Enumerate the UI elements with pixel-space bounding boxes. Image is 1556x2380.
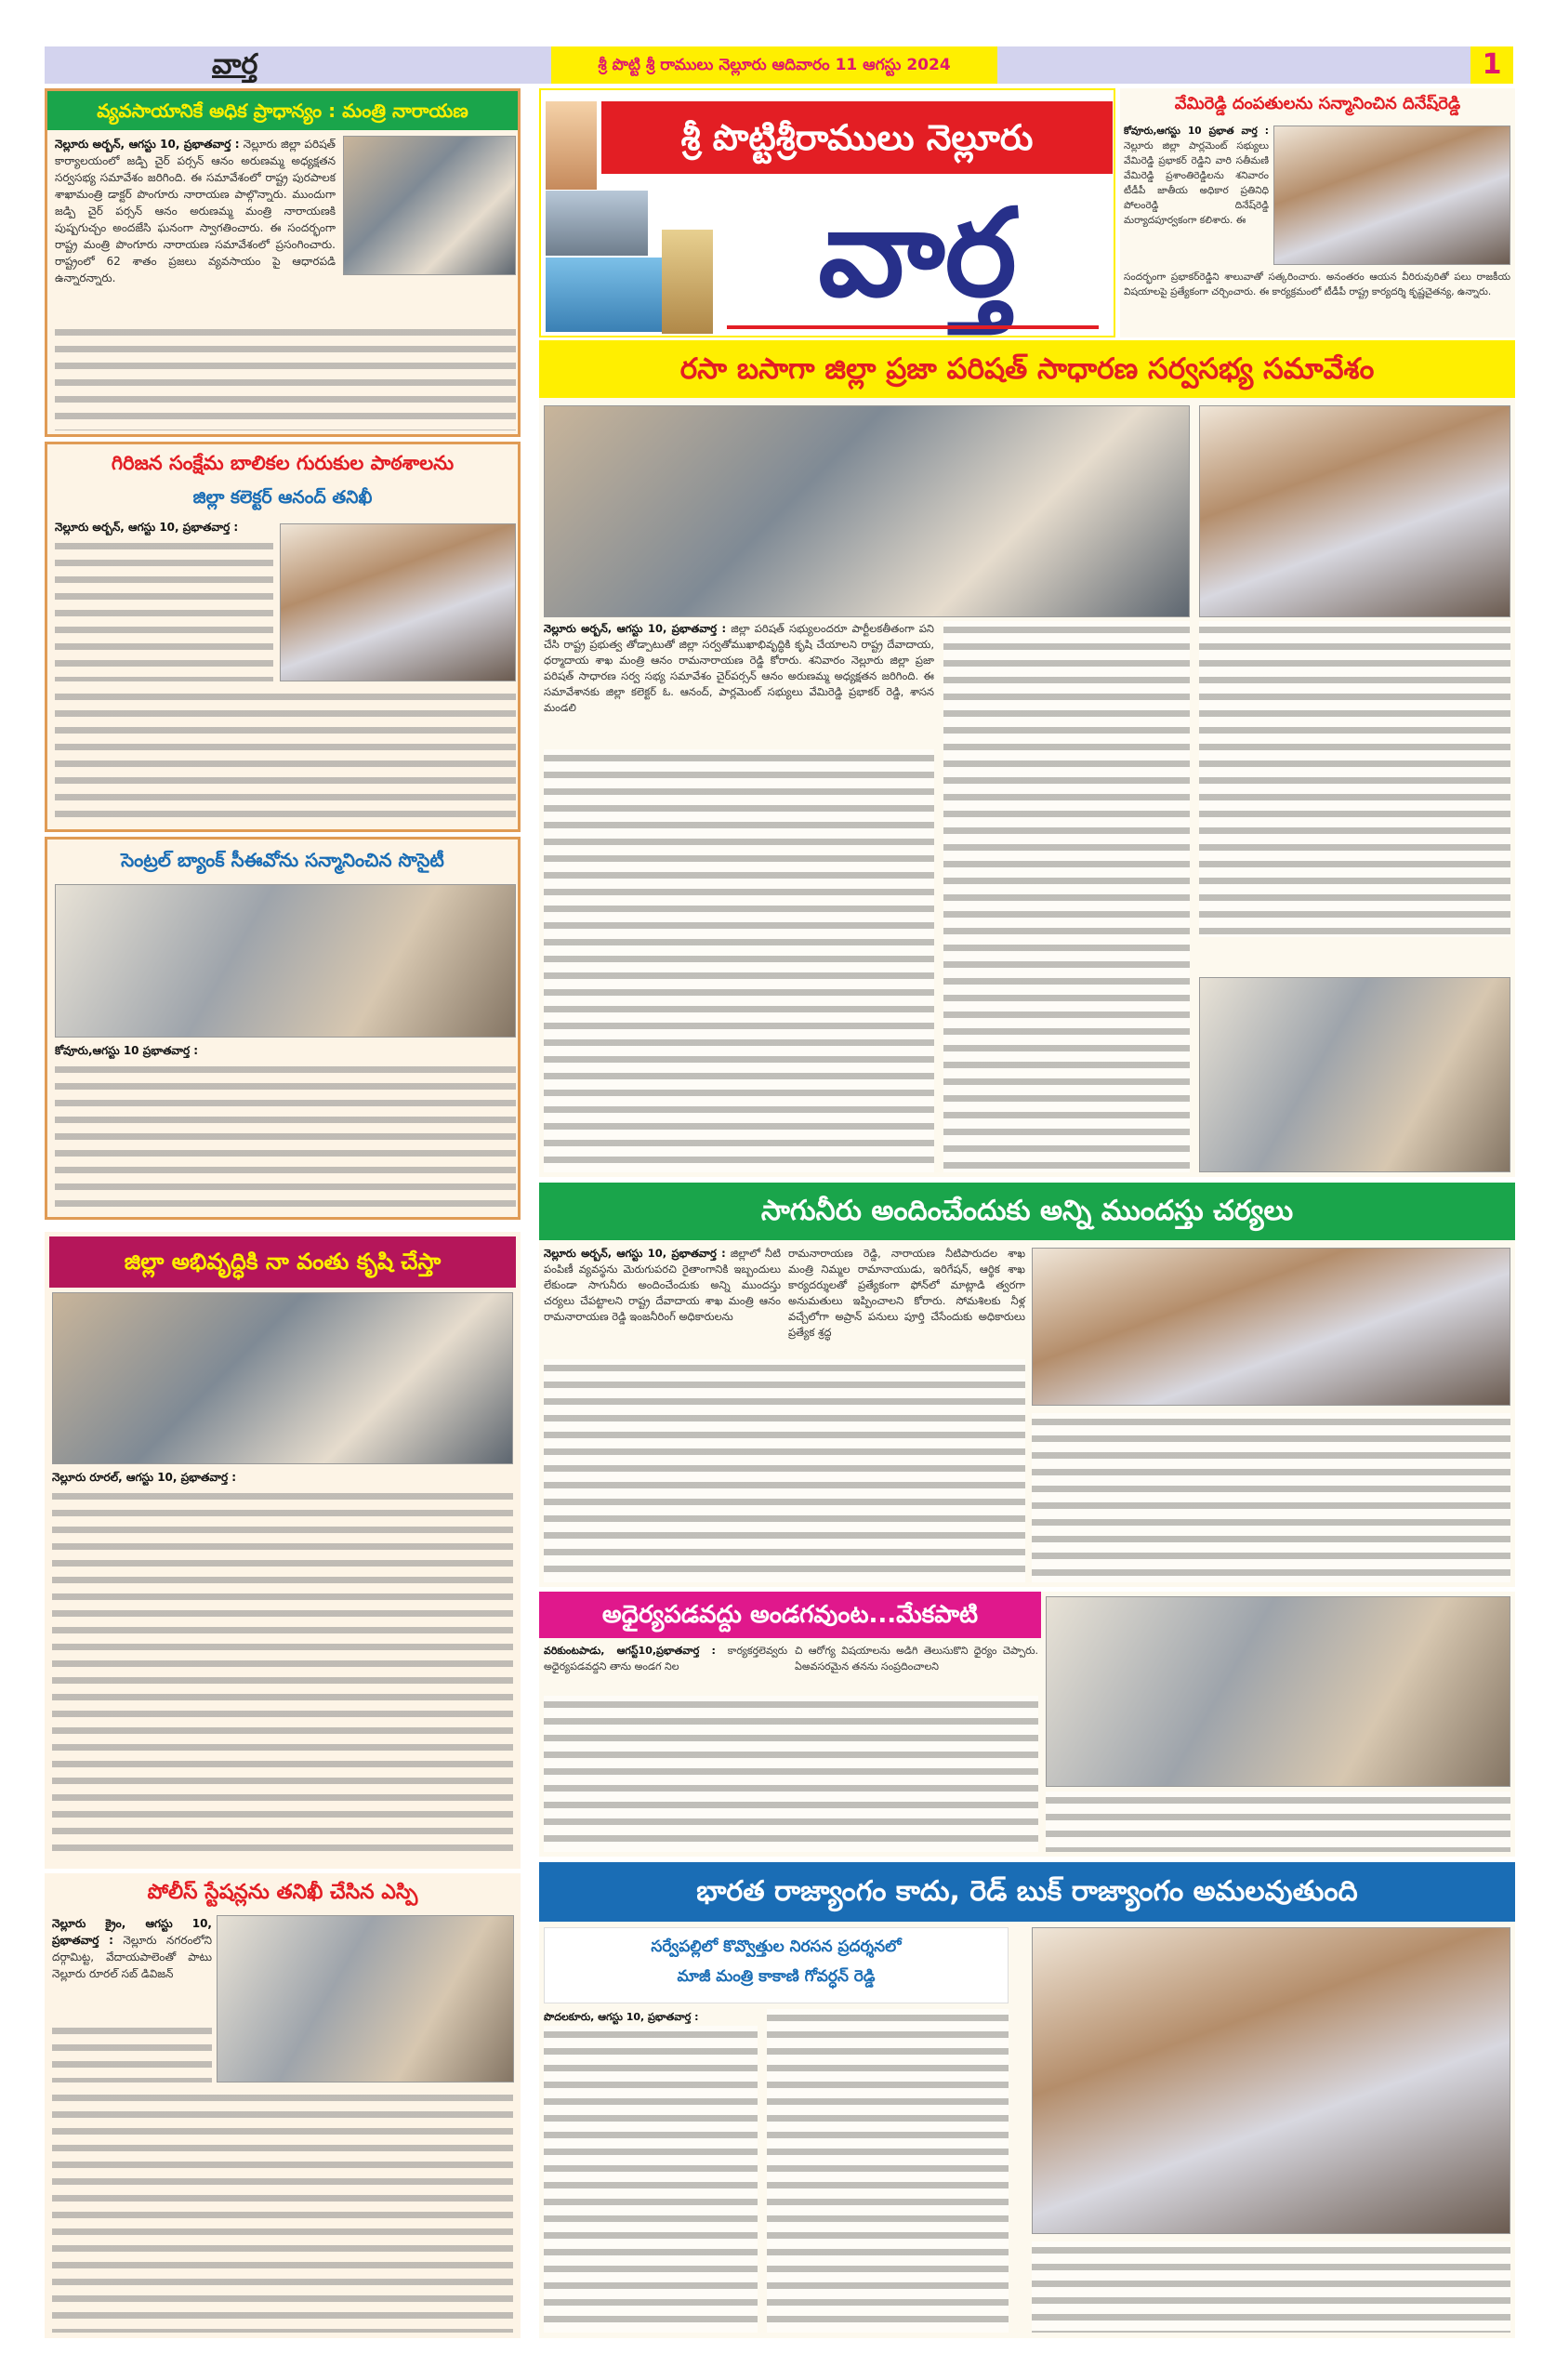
subheadline: జిల్లా కలెక్టర్ ఆనంద్ తనిఖీ [192, 487, 373, 508]
text-block [544, 749, 934, 1172]
article-body-2: రామనారాయణ రెడ్డి, నారాయణ నీటిపారుదల శాఖ మంత్రి నిమ్మల రామానాయుడు, ఇరిగేషన్, ఆర్థిక శాఖ కార్యదర్శులతో ప్రత్యేకంగా ఫోన్‌లో మాట్లాడి త్వరగా అనుమతులు ఇప్పించాలని కోరారు. సోమశిలకు నీళ్ల వచ్చేలోగా అప్రాన్ పనులు పూర్తి చేసేందుకు అధికారులు ప్రత్యేక శ్రద్ధ [788, 1247, 1025, 1339]
article-zilla [45, 1232, 521, 1869]
masthead-banner: శ్రీ పొట్టిశ్రీరాములు నెల్లూరు [601, 101, 1113, 174]
text-block [1199, 621, 1510, 937]
top-bar [45, 46, 1513, 84]
text-block [767, 2009, 1009, 2333]
portrait-photo [546, 101, 597, 190]
headline: సెంట్రల్ బ్యాంక్ సీఈవోను సన్మానించిన సొసైటీ [121, 849, 444, 871]
article-irrigation [539, 1183, 1515, 1587]
text-block [544, 1359, 1025, 1582]
photo-police [217, 1915, 514, 2082]
text-block [52, 2022, 212, 2082]
port-photo [546, 258, 662, 332]
photo-zp-stage [544, 405, 1190, 617]
dateline: నెల్లూరు అర్బన్, ఆగస్టు 10, ప్రభాతవార్త : [55, 138, 240, 151]
temple-photo [662, 230, 713, 334]
logo-small: వార్త [212, 48, 258, 81]
text-block [55, 688, 516, 827]
headline: వేమిరెడ్డి దంపతులను సన్మానించిన దినేష్‌రెడ్డి [1174, 94, 1461, 113]
dateline: నెల్లూరు అర్బన్, ఆగస్టు 10, ప్రభాతవార్త : [55, 521, 239, 534]
dateline: నెల్లూరు అర్బన్, ఆగస్టు 10, ప్రభాతవార్త : [544, 1247, 726, 1260]
article-mekapati [539, 1592, 1515, 1857]
headline: జిల్లా అభివృద్ధికి నా వంతు కృషి చేస్తా [49, 1236, 516, 1288]
article-body-2: చి ఆరోగ్య విషయాలను అడిగి తెలుసుకొని ధైర్యం చెప్పారు. ఏఅవసరమైన తనను సంప్రదించాలని [795, 1645, 1038, 1673]
headline: పోలీస్ స్టేషన్లను తనిఖీ చేసిన ఎస్పి [147, 1881, 418, 1904]
photo-minister [343, 136, 516, 275]
text-block [544, 2026, 758, 2333]
subhead-box [544, 1927, 1009, 2003]
article-girijana [45, 442, 521, 832]
photo-candle-protest [1032, 1927, 1510, 2234]
article-body: నెల్లూరు నగరంలోని దర్గామిట్ట, వేదాయపాలెంతో పాటు నెల్లూరు రూరల్ సబ్ డివిజన్ [52, 1934, 212, 1980]
photo-council [1199, 977, 1510, 1172]
photo-mekapati [1046, 1596, 1510, 1787]
article-police [45, 1873, 521, 2338]
masthead-logo: వార్త [818, 182, 1017, 324]
article-body-2: సందర్భంగా ప్రభాకర్‌రెడ్డిని శాలువాతో సత్కరించారు. అనంతరం ఆయన వీరిరువురితో పలు రాజకీయ విషయాలపై ప్రత్యేకంగా చర్చించారు. ఈ కార్యక్రమంలో టీడీపీ రాష్ట్ర కార్యదర్శి కృష్ణచైతన్య, ఉన్నారు. [1124, 271, 1510, 298]
article-redbook [539, 1862, 1515, 2338]
text-block [52, 2089, 513, 2333]
dateline: కోవూరు,ఆగస్టు 10 ప్రభాతవార్త : [55, 1044, 199, 1057]
dateline: నెల్లూరు రూరల్, ఆగస్టు 10, ప్రభాతవార్త : [52, 1471, 237, 1484]
headline: సాగునీరు అందించేందుకు అన్ని ముందస్తు చర్యలు [539, 1183, 1515, 1240]
article-bank [45, 837, 521, 1220]
text-block [55, 537, 273, 681]
page-number: 1 [1470, 46, 1513, 84]
photo-felicitation [1273, 126, 1510, 265]
article-body: నెల్లూరు జిల్లా పార్లమెంట్ సభ్యులు వేమిరెడ్డి ప్రభాకర్ రెడ్డిని వారి సతీమణి వేమిరెడ్డి ప్రశాంతిరెడ్డిలను శనివారం టీడీపీ జాతీయ అధికార ప్రతినిధి పోలంరెడ్డి దినేష్‌రెడ్డి మర్యాదపూర్వకంగా కలిశారు. ఈ [1124, 140, 1269, 226]
masthead [539, 88, 1115, 337]
subheadline-1: సర్వేపల్లిలో కొవ్వొత్తుల నిరసన ప్రదర్శనలో [651, 1937, 902, 1956]
photo-bank [55, 884, 516, 1038]
dateline: నెల్లూరు అర్బన్, ఆగస్టు 10, ప్రభాతవార్త : [544, 622, 727, 635]
text-block [52, 1488, 513, 1859]
dateline: కోవూరు,ఆగస్టు 10 ప్రభాత వార్త : [1124, 126, 1269, 137]
logo-underline [727, 325, 1099, 329]
article-vemireddy [1120, 88, 1515, 337]
dateline: పొదలకూరు, ఆగస్టు 10, ప్రభాతవార్త : [544, 2011, 699, 2023]
photo-meeting [52, 1292, 513, 1464]
dateline: నెల్లూరు క్రైం, ఆగస్టు 10, ప్రభాతవార్త : [52, 1917, 212, 1947]
date-line: శ్రీ పొట్టి శ్రీ రాములు నెల్లూరు ఆదివారం 11 ఆగస్టు 2024 [551, 46, 997, 84]
text-block [1032, 2241, 1510, 2333]
text-block [1046, 1792, 1510, 1852]
photo-collector [280, 523, 516, 681]
article-agri [45, 88, 521, 437]
bridge-photo [546, 191, 648, 256]
subheadline-2: మాజీ మంత్రి కాకాణి గోవర్ధన్ రెడ్డి [677, 1967, 876, 1986]
photo-ministers [1199, 405, 1510, 617]
photo-irrigation-meeting [1032, 1248, 1510, 1406]
article-body: కార్యకర్తలెవ్వరు అధైర్యపడవద్దని తాను అండగ నిల [544, 1645, 788, 1673]
article-body: జిల్లా పరిషత్ సభ్యులందరూ పార్టీలకతీతంగా పని చేసి రాష్ట్ర ప్రభుత్వ తోడ్పాటుతో జిల్లా సర్వతోముఖాభివృద్ధికి కృషి చేయాలని రాష్ట్ర దేవాదాయ, ధర్మాదాయ శాఖ మంత్రి ఆనం రామనారాయణ రెడ్డి కోరారు. శనివారం నెల్లూరు జిల్లా ప్రజా పరిషత్ సాధారణ సర్వ సభ్య సమావేశం చైర్‌పర్సన్ ఆనం అరుణమ్మ అధ్యక్షతన జరిగింది. ఈ సమావేశానకు జిల్లా కలెక్టర్ ఓ. ఆనంద్, పార్లమెంట్ సభ్యులు వేమిరెడ్డి ప్రభాకర్ రెడ్డి, శాసన మండలి [544, 622, 934, 714]
article-body: జిల్లాలో నీటి పంపిణీ వ్యవస్థను మెరుగుపరచి రైతాంగానికి ఇబ్బందులు లేకుండా సాగునీరు అందించేందుకు అన్ని ముందస్తు చర్యలు చేపట్టాలని రాష్ట్ర దేవాదాయ శాఖ మంత్రి ఆనం రామనారాయణ రెడ్డి ఇంజనీరింగ్ అధికారులను [544, 1247, 781, 1323]
text-block [943, 621, 1190, 1172]
headline: అధైర్యపడవద్దు అండగవుంట...మేకపాటి [539, 1592, 1041, 1638]
article-zp [539, 340, 1515, 1177]
article-body: నెల్లూరు జిల్లా పరిషత్ కార్యాలయంలో జడ్పి చైర్ పర్సన్ ఆనం అరుణమ్మ అధ్యక్షతన సర్వసభ్య సమావేశం జరిగింది. ఈ సమావేశంలో రాష్ట్ర పురపాలక శాఖామంత్రి డాక్టర్ పొంగూరు నారాయణ పాల్గొన్నారు. ముందుగా జడ్పి చైర్ పర్సన్ ఆనం అరుణమ్మ మంత్రి నారాయణకి పుష్పగుచ్చం అందజేసి ఘనంగా స్వాగతించారు. ఈ సందర్భంగా రాష్ట్ర మంత్రి పొంగూరు నారాయణ సమావేశంలో ప్రసంగించారు. రాష్ట్రంలో 62 శాతం ప్రజలు వ్యవసాయం పై ఆధారపడి ఉన్నారన్నారు. [55, 138, 336, 284]
text-block [1032, 1413, 1510, 1582]
headline: వ్యవసాయానికే అధిక ప్రాధాన్యం : మంత్రి నారాయణ [47, 91, 518, 130]
headline: గిరిజన సంక్షేమ బాలికల గురుకుల పాఠశాలను [111, 452, 455, 474]
dateline: వరికుంటపాడు, ఆగస్ట్10,ప్రభాతవార్త : [544, 1645, 716, 1657]
headline: భారత రాజ్యాంగం కాదు, రెడ్ బుక్ రాజ్యాంగం అమలవుతుంది [539, 1862, 1515, 1922]
text-block [55, 324, 516, 430]
text-block [544, 1696, 1038, 1852]
headline: రసా బసాగా జిల్లా ప్రజా పరిషత్ సాధారణ సర్వసభ్య సమావేశం [539, 340, 1515, 398]
text-block [55, 1061, 516, 1214]
